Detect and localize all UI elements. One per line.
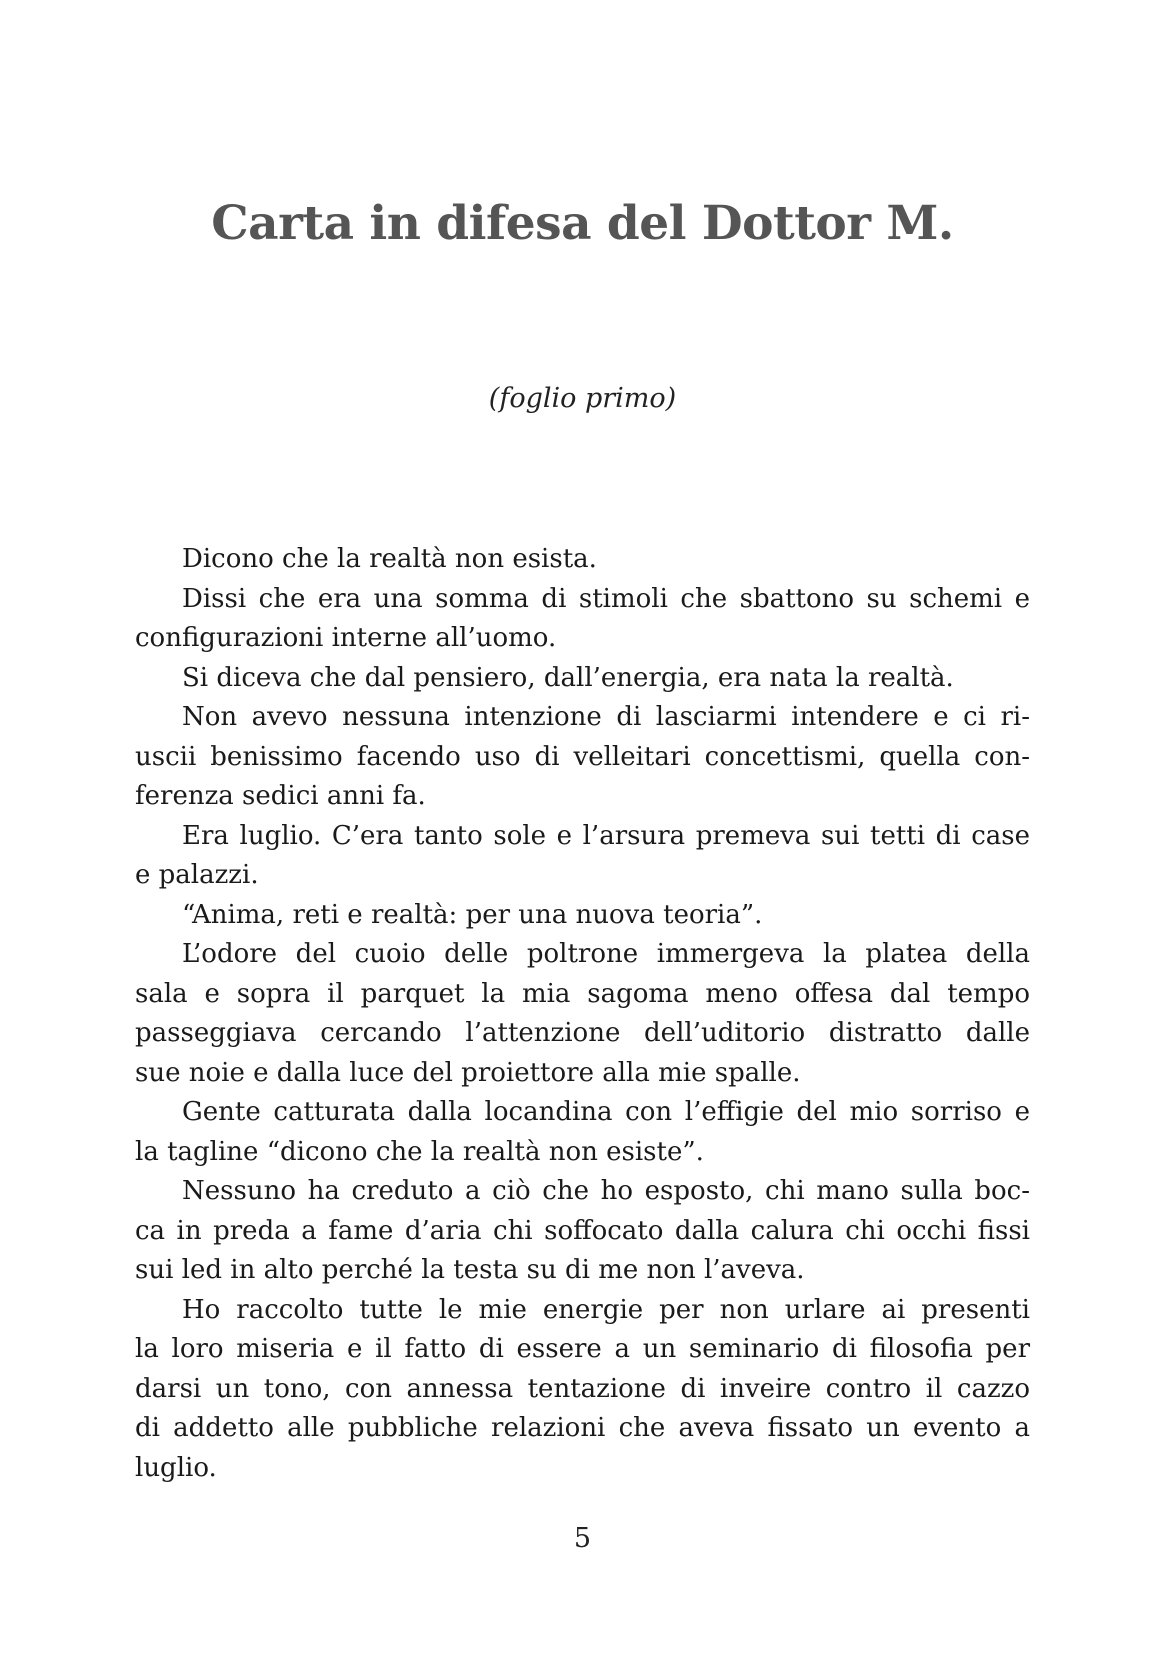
- text-line: Era luglio. C’era tanto sole e l’arsura premeva sui tetti di case: [182, 820, 1030, 851]
- text-line: la loro miseria e il fatto di essere a un seminario di filosofia per: [135, 1334, 1030, 1364]
- text-line: configurazioni interne all’uomo.: [135, 623, 557, 653]
- body-text: [135, 540, 1030, 1488]
- text-line: darsi un tono, con annessa tentazione di inveire contro il cazzo: [135, 1373, 1030, 1404]
- text-line: e palazzi.: [135, 860, 259, 890]
- text-line: L’odore del cuoio delle poltrone immergeva la platea della: [182, 939, 1030, 969]
- text-line: Si diceva che dal pensiero, dall’energia, era nata la realtà.: [182, 662, 954, 693]
- text-line: Gente catturata dalla locandina con l’effigie del mio sorriso e: [182, 1097, 1030, 1127]
- text-line: Ho raccolto tutte le mie energie per non urlare ai presenti: [182, 1294, 1030, 1325]
- text-line: di addetto alle pubbliche relazioni che aveva fissato un evento a: [135, 1413, 1030, 1443]
- text-line: sala e sopra il parquet la mia sagoma meno offesa dal tempo: [135, 978, 1030, 1009]
- text-line: sui led in alto perché la testa su di me non l’aveva.: [135, 1255, 805, 1285]
- text-line: Dicono che la realtà non esista.: [182, 544, 597, 574]
- text-line: ferenza sedici anni fa.: [135, 781, 426, 811]
- text-line: Nessuno ha creduto a ciò che ho esposto, chi mano sulla boc-: [182, 1176, 1030, 1206]
- text-line: Dissi che era una somma di stimoli che sbattono su schemi e: [182, 583, 1030, 614]
- text-line: passeggiava cercando l’attenzione dell’uditorio distratto dalle: [135, 1018, 1030, 1048]
- chapter-subtitle: (foglio primo): [488, 383, 677, 414]
- text-line: la tagline “dicono che la realtà non esiste”.: [135, 1136, 704, 1167]
- chapter-title: Carta in difesa del Dottor M.: [211, 196, 954, 251]
- page-number: 5: [573, 1523, 592, 1554]
- text-line: uscii benissimo facendo uso di velleitari concettismi, quella con-: [135, 741, 1030, 772]
- text-line: ca in preda a fame d’aria chi soffocato dalla calura chi occhi fissi: [135, 1215, 1030, 1246]
- text-line: luglio.: [135, 1452, 217, 1483]
- text-line: sue noie e dalla luce del proiettore alla mie spalle.: [135, 1057, 801, 1088]
- text-line: Non avevo nessuna intenzione di lasciarmi intendere e ci ri-: [182, 702, 1030, 732]
- text-line: “Anima, reti e realtà: per una nuova teoria”.: [182, 899, 763, 930]
